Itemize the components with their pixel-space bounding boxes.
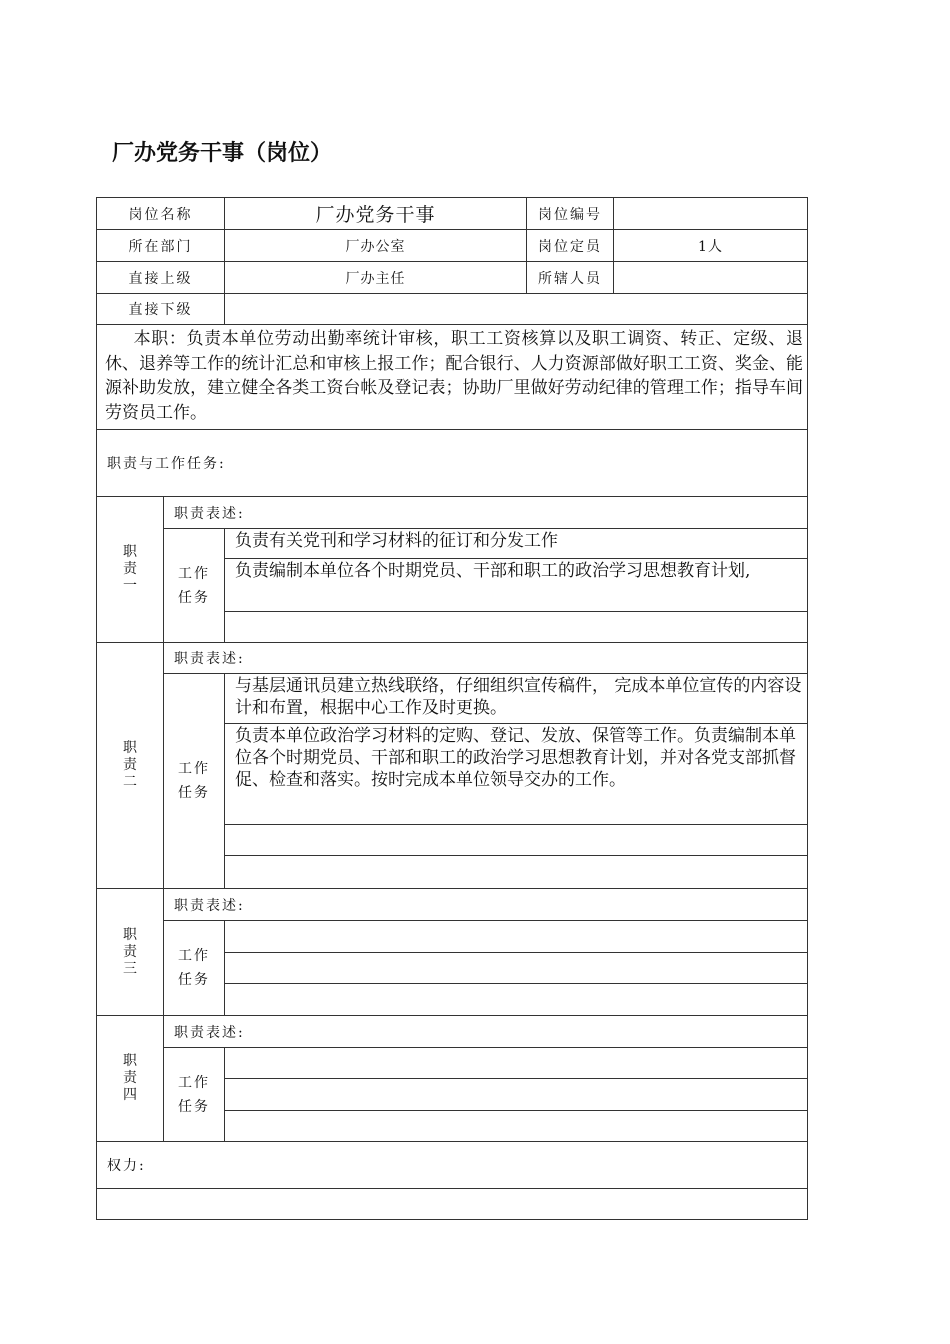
- page-title: 厂办党务干事（岗位）: [112, 141, 333, 166]
- duty-4-task-2: [225, 1079, 808, 1111]
- post-name-label: 岗位名称: [97, 198, 225, 230]
- duty-1-label: 职 责 一: [97, 497, 164, 643]
- duty-2-task-4: [225, 856, 808, 889]
- superior-value: 厂办主任: [225, 262, 527, 294]
- job-summary-text: 本职：负责本单位劳动出勤率统计审核，职工工资核算以及职工调资、转正、定级、退休、退养等工作的统计汇总和审核上报工作；配合银行、人力资源部做好职工工资、奖金、能源补助发放，建立健全各类工资台帐及登记表；协助厂里做好劳动纪律的管理工作；指导车间劳资员工作。: [105, 329, 803, 423]
- subordinates-value: [614, 262, 808, 294]
- duty-3-task-3: [225, 984, 808, 1016]
- post-no-label: 岗位编号: [527, 198, 614, 230]
- duty-3-desc-label: 职责表述:: [164, 889, 808, 921]
- subordinates-label: 所辖人员: [527, 262, 614, 294]
- duties-heading: 职责与工作任务:: [97, 430, 808, 497]
- duty-1-task-2: 负责编制本单位各个时期党员、干部和职工的政治学习思想教育计划,: [225, 559, 808, 612]
- duty-4-label: 职 责 四: [97, 1016, 164, 1142]
- duty-4-task-3: [225, 1111, 808, 1142]
- duty-4-desc-label: 职责表述:: [164, 1016, 808, 1048]
- duty-3-task-2: [225, 953, 808, 984]
- duty-1-work-label: 工作 任务: [164, 529, 225, 643]
- direct-sub-value: [225, 294, 808, 325]
- post-name-value: 厂办党务干事: [225, 198, 527, 230]
- duty-3-work-label: 工作 任务: [164, 921, 225, 1016]
- quota-value: 1人: [614, 230, 808, 262]
- job-description-form: [96, 197, 808, 1220]
- duty-1-task-3: [225, 612, 808, 643]
- duty-3-label: 职 责 三: [97, 889, 164, 1016]
- duty-4-work-label: 工作 任务: [164, 1048, 225, 1142]
- direct-sub-label: 直接下级: [97, 294, 225, 325]
- power-value: [97, 1189, 808, 1220]
- duty-2-label: 职 责 二: [97, 643, 164, 889]
- duty-2-task-2: 负责本单位政治学习材料的定购、登记、发放、保管等工作。负责编制本单位各个时期党员、干部和职工的政治学习思想教育计划，并对各党支部抓督促、检查和落实。按时完成本单位领导交办的工作。: [225, 724, 808, 825]
- dept-label: 所在部门: [97, 230, 225, 262]
- duty-1-desc-label: 职责表述:: [164, 497, 808, 529]
- duty-2-desc-label: 职责表述:: [164, 643, 808, 674]
- duty-4-task-1: [225, 1048, 808, 1079]
- duty-3-task-1: [225, 921, 808, 953]
- duty-2-task-1: 与基层通讯员建立热线联络，仔细组织宣传稿件， 完成本单位宣传的内容设计和布置，根据中心工作及时更换。: [225, 674, 808, 724]
- superior-label: 直接上级: [97, 262, 225, 294]
- duty-2-task-3: [225, 825, 808, 856]
- power-label: 权力:: [97, 1142, 808, 1189]
- post-no-value: [614, 198, 808, 230]
- job-summary: [97, 325, 808, 430]
- duty-1-task-1: 负责有关党刊和学习材料的征订和分发工作: [225, 529, 808, 559]
- duty-2-work-label: 工作 任务: [164, 674, 225, 889]
- quota-label: 岗位定员: [527, 230, 614, 262]
- dept-value: 厂办公室: [225, 230, 527, 262]
